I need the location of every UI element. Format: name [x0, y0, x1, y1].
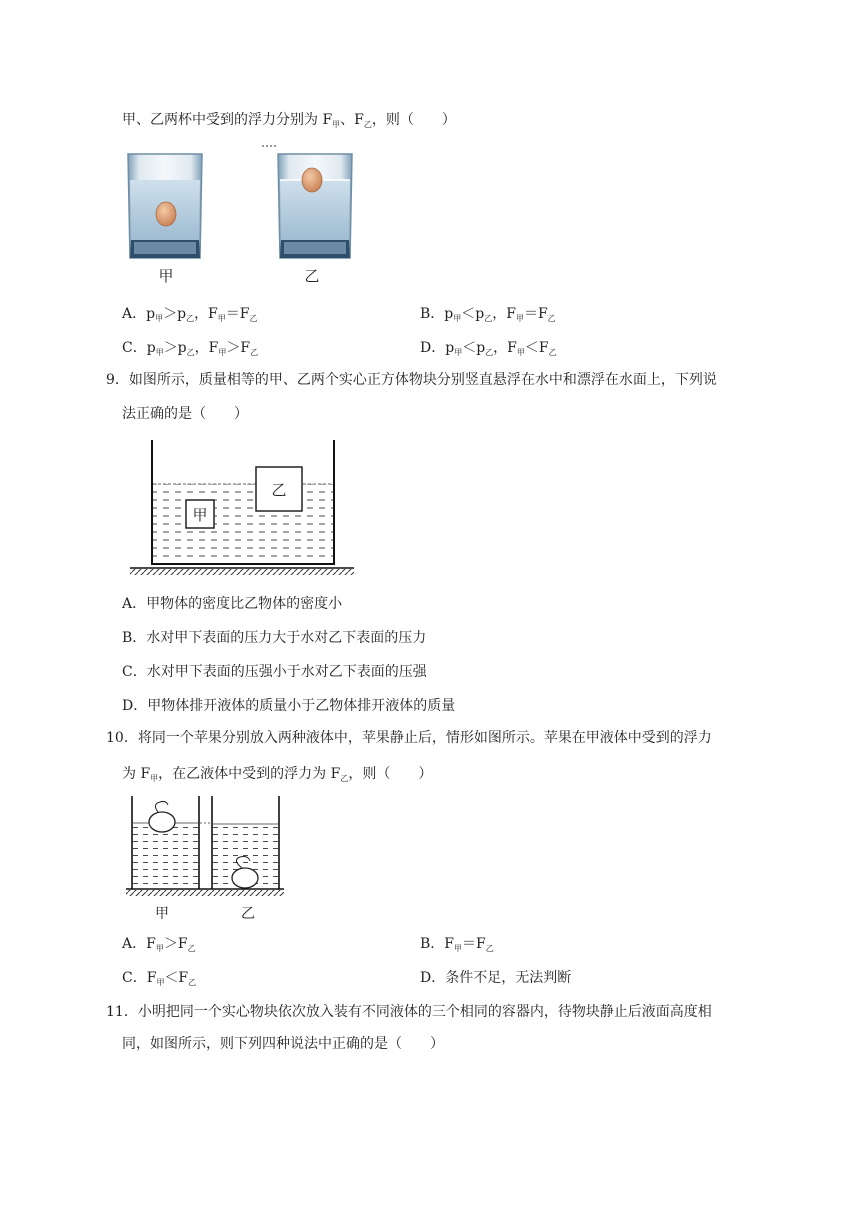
- q8-option-c[interactable]: C．$p_甲>p_乙$，$F_甲>F_乙$: [122, 340, 259, 357]
- svg-text:乙: 乙: [271, 481, 287, 499]
- q8-option-a[interactable]: A．$p_甲>p_乙$，$F_甲=F_乙$: [122, 306, 258, 323]
- q9-stem-line2: 法正确的是（ ）: [122, 406, 248, 422]
- q10-option-d[interactable]: D．条件不足，无法判断: [420, 970, 572, 986]
- fig-label-jia: 甲: [155, 906, 169, 922]
- q10-figure-apples: [122, 796, 292, 924]
- q8-option-b[interactable]: B．$p_甲<p_乙$，$F_甲=F_乙$: [420, 306, 556, 323]
- q8-figure-glasses: [120, 140, 370, 288]
- q9-figure-container: [126, 440, 358, 576]
- apple-icon: [149, 801, 175, 832]
- q9-option-d[interactable]: D．甲物体排开液体的质量小于乙物体排开液体的质量: [122, 698, 456, 714]
- q11-stem-line1: 11．小明把同一个实心物块依次放入装有不同液体的三个相同的容器内，待物块静止后液面高度相: [106, 1004, 712, 1020]
- glass-b: [262, 146, 352, 258]
- q8-option-d[interactable]: D．$p_甲<p_乙$，$F_甲<F_乙$: [420, 340, 557, 357]
- q9-option-c[interactable]: C．水对甲下表面的压强小于水对乙下表面的压强: [122, 664, 427, 680]
- q10-option-b[interactable]: B．$F_甲=F_乙$: [420, 936, 494, 953]
- q9-option-a[interactable]: A．甲物体的密度比乙物体的密度小: [122, 596, 343, 612]
- fig-label-yi: 乙: [241, 906, 255, 922]
- block-jia: [186, 500, 214, 528]
- q9-option-b[interactable]: B．水对甲下表面的压力大于水对乙下表面的压力: [122, 630, 427, 646]
- glass-a: [128, 154, 202, 258]
- fig-label-jia: 甲: [158, 267, 174, 285]
- fig-label-yi: 乙: [304, 267, 320, 285]
- q9-stem-line1: 9．如图所示，质量相等的甲、乙两个实心正方体物块分别竖直悬浮在水中和漂浮在水面上，下列说: [106, 372, 717, 388]
- egg-icon: [302, 168, 322, 192]
- q10-stem-line1: 10．将同一个苹果分别放入两种液体中，苹果静止后，情形如图所示。苹果在甲液体中受到的浮力: [106, 730, 712, 746]
- q10-option-a[interactable]: A．$F_甲>F_乙$: [122, 936, 196, 953]
- svg-text:甲: 甲: [192, 506, 208, 524]
- q8-stem: 甲、乙两杯中受到的浮力分别为 $F_甲$、$F_乙$，则（ ）: [122, 112, 456, 129]
- egg-icon: [156, 202, 176, 226]
- q10-option-c[interactable]: C．$F_甲<F_乙$: [122, 970, 197, 987]
- q11-stem-line2: 同，如图所示，则下列四种说法中正确的是（ ）: [122, 1036, 444, 1052]
- block-yi: [256, 467, 302, 511]
- q10-stem-line2: 为 $F_甲$，在乙液体中受到的浮力为 $F_乙$，则（ ）: [122, 766, 433, 783]
